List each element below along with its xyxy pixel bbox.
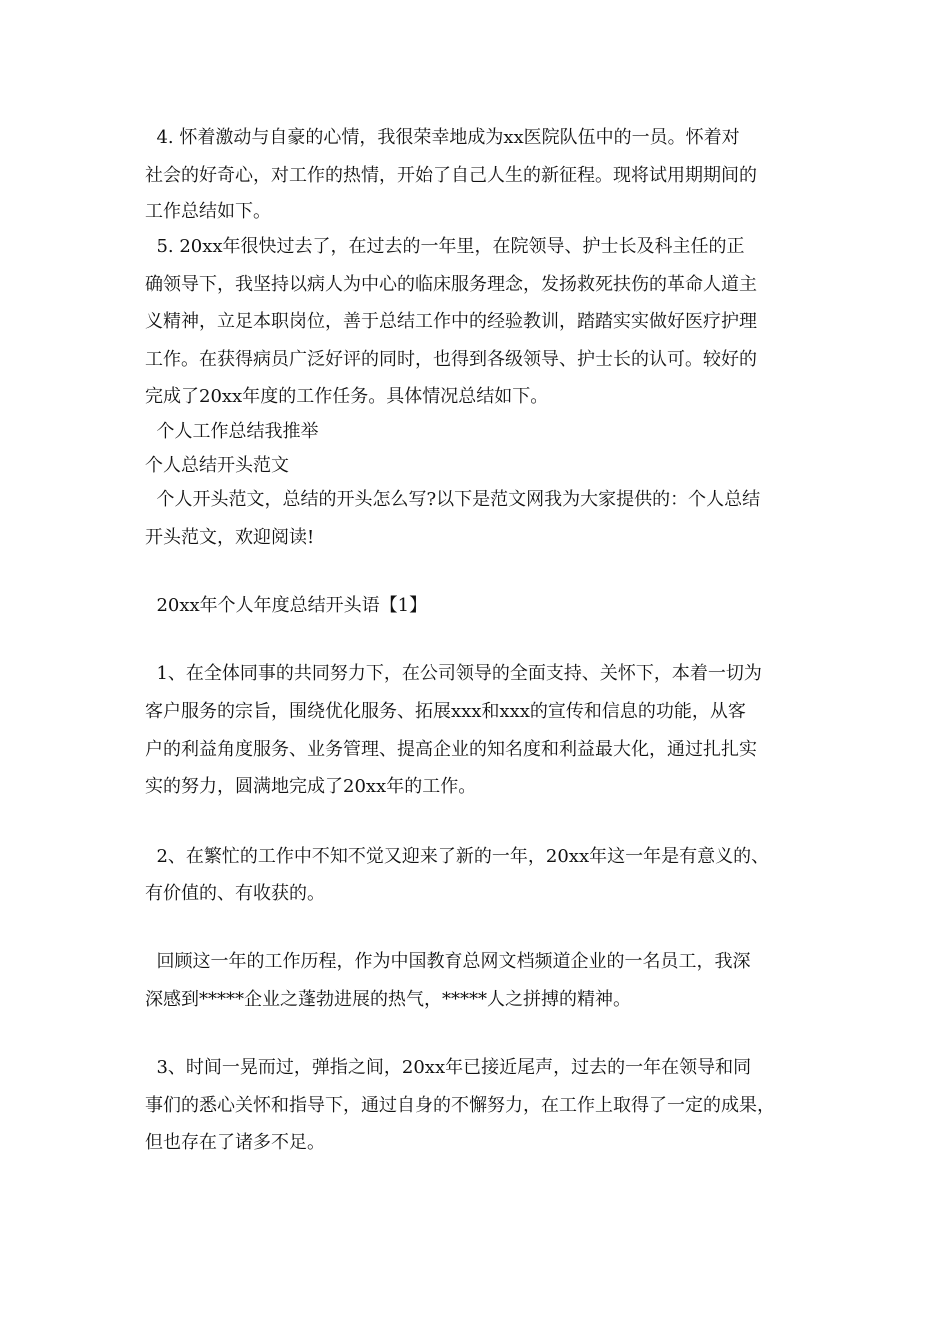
text-line: 3、时间一晃而过，弹指之间，20xx年已接近尾声，过去的一年在领导和同 <box>145 1057 752 1078</box>
text-line: 个人开头范文，总结的开头怎么写?以下是范文网我为大家提供的：个人总结 <box>145 489 761 510</box>
subheading: 20xx年个人年度总结开头语【1】 <box>145 595 428 616</box>
text-line: 工作总结如下。 <box>145 201 271 222</box>
text-line: 回顾这一年的工作历程，作为中国教育总网文档频道企业的一名员工，我深 <box>145 951 751 972</box>
text-line: 4. 怀着激动与自豪的心情，我很荣幸地成为xx医院队伍中的一员。怀着对 <box>145 127 740 148</box>
text-line: 5. 20xx年很快过去了，在过去的一年里，在院领导、护士长及科主任的正 <box>145 236 745 257</box>
text-line: 实的努力，圆满地完成了20xx年的工作。 <box>145 776 477 797</box>
section-heading: 个人总结开头范文 <box>145 455 289 476</box>
text-line: 开头范文，欢迎阅读! <box>145 527 315 548</box>
text-line: 社会的好奇心，对工作的热情，开始了自己人生的新征程。现将试用期期间的 <box>145 165 757 186</box>
text-line: 1、在全体同事的共同努力下，在公司领导的全面支持、关怀下，本着一切为 <box>145 663 762 684</box>
text-line: 2、在繁忙的工作中不知不觉又迎来了新的一年，20xx年这一年是有意义的、 <box>145 846 770 867</box>
text-line: 户的利益角度服务、业务管理、提高企业的知名度和利益最大化，通过扎扎实 <box>145 739 757 760</box>
text-line: 有价值的、有收获的。 <box>145 883 325 904</box>
text-line: 工作。在获得病员广泛好评的同时，也得到各级领导、护士长的认可。较好的 <box>145 349 757 370</box>
text-line: 个人工作总结我推举 <box>145 421 319 442</box>
text-line: 义精神，立足本职岗位，善于总结工作中的经验教训，踏踏实实做好医疗护理 <box>145 311 757 332</box>
text-line: 确领导下，我坚持以病人为中心的临床服务理念，发扬救死扶伤的革命人道主 <box>145 274 757 295</box>
text-line: 事们的悉心关怀和指导下，通过自身的不懈努力，在工作上取得了一定的成果， <box>145 1095 775 1116</box>
text-line: 客户服务的宗旨，围绕优化服务、拓展xxx和xxx的宣传和信息的功能，从客 <box>145 701 746 722</box>
text-line: 深感到*****企业之蓬勃进展的热气，*****人之拼搏的精神。 <box>145 989 631 1010</box>
text-line: 完成了20xx年度的工作任务。具体情况总结如下。 <box>145 386 549 407</box>
text-line: 但也存在了诸多不足。 <box>145 1132 325 1153</box>
